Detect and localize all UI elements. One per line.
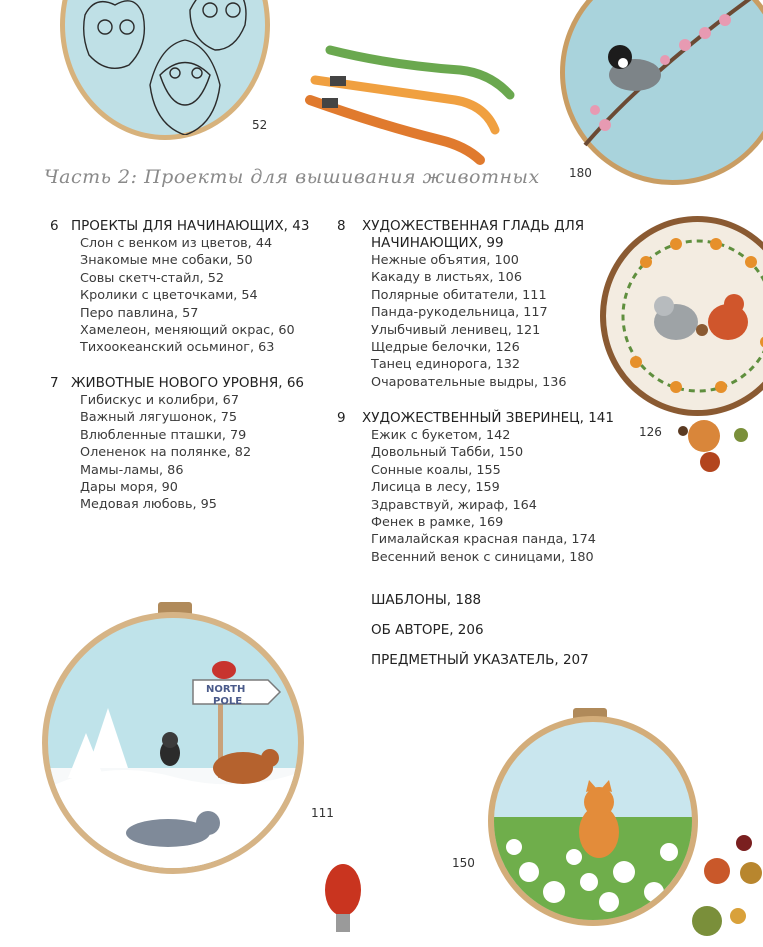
list-item: Ежик с букетом, 142 (371, 428, 511, 443)
owls-embroidery-icon (65, 0, 268, 135)
section-7-number: 7 (50, 375, 59, 391)
button-decoration (736, 835, 752, 851)
winter-embroidery-icon (48, 618, 298, 868)
list-item: Довольный Табби, 150 (371, 445, 524, 461)
button-decoration (704, 858, 730, 884)
page-label-squirrels: 126 (639, 425, 662, 439)
list-item: Тихоокеанский осьминог, 63 (80, 340, 275, 356)
section-9-list (371, 427, 596, 566)
list-item: Медовая любовь, 95 (80, 497, 217, 513)
section-6-number: 6 (50, 218, 59, 234)
section-6-list (80, 235, 295, 357)
list-item: Слон с венком из цветов, 44 (80, 236, 273, 251)
chickadee-hoop-image (560, 0, 763, 185)
embroidery-floss-icon (300, 40, 520, 170)
cat-hoop-image (488, 716, 698, 926)
section-7-list (80, 392, 251, 514)
list-item: Лисица в лесу, 159 (371, 480, 500, 496)
list-item: Гималайская красная панда, 174 (371, 532, 596, 548)
list-item: Нежные объятия, 100 (371, 253, 519, 268)
list-item: Влюбленные пташки, 79 (80, 427, 247, 443)
section-9-title: ХУДОЖЕСТВЕННЫЙ ЗВЕРИНЕЦ, 141 (362, 410, 614, 426)
list-item: Важный лягушонок, 75 (80, 410, 238, 426)
button-decoration (688, 420, 720, 452)
list-item: Щедрые белочки, 126 (371, 340, 520, 356)
section-8-title (362, 218, 584, 252)
list-item: Перо павлина, 57 (80, 305, 199, 321)
page-label-cat: 150 (452, 856, 475, 870)
list-item: Гибискус и колибри, 67 (80, 393, 239, 408)
list-item: Панда-рукодельница, 117 (371, 305, 548, 321)
sign-text-pole: POLE (213, 696, 243, 707)
owls-hoop-image (60, 0, 270, 140)
list-item: Полярные обитатели, 111 (371, 287, 547, 303)
back-matter-index: ПРЕДМЕТНЫЙ УКАЗАТЕЛЬ, 207 (371, 652, 589, 668)
list-item: Весенний венок с синицами, 180 (371, 549, 594, 565)
section-9-number: 9 (337, 410, 346, 426)
cat-embroidery-icon (494, 722, 692, 920)
list-item: Улыбчивый ленивец, 121 (371, 322, 541, 338)
list-item: Какаду в листьях, 106 (371, 270, 522, 286)
squirrels-embroidery-icon (606, 222, 763, 410)
list-item: Танец единорога, 132 (371, 357, 520, 373)
list-item: Фенек в рамке, 169 (371, 515, 504, 531)
button-decoration (692, 906, 722, 936)
back-matter-about-author: ОБ АВТОРЕ, 206 (371, 622, 484, 638)
winter-hoop-image (42, 612, 304, 874)
button-decoration (740, 862, 762, 884)
button-decoration (734, 428, 748, 442)
squirrels-hoop-image (600, 216, 763, 416)
section-8-title-line2: НАЧИНАЮЩИХ, 99 (371, 235, 504, 251)
list-item: Сонные коалы, 155 (371, 462, 501, 478)
back-matter-templates: ШАБЛОНЫ, 188 (371, 592, 482, 608)
list-item: Дары моря, 90 (80, 480, 178, 496)
section-6-title: ПРОЕКТЫ ДЛЯ НАЧИНАЮЩИХ, 43 (71, 218, 310, 234)
list-item: Совы скетч-стайл, 52 (80, 270, 224, 286)
light-bulb-icon (318, 862, 368, 942)
section-8-number: 8 (337, 218, 346, 234)
page-label-winter: 111 (311, 806, 334, 820)
section-8-title-line1: ХУДОЖЕСТВЕННАЯ ГЛАДЬ ДЛЯ (362, 218, 585, 234)
list-item: Кролики с цветочками, 54 (80, 288, 258, 304)
button-decoration (730, 908, 746, 924)
page-label-owls: 52 (252, 118, 268, 132)
list-item: Очаровательные выдры, 136 (371, 374, 567, 390)
button-decoration (700, 452, 720, 472)
section-7-title: ЖИВОТНЫЕ НОВОГО УРОВНЯ, 66 (71, 375, 305, 391)
list-item: Хамелеон, меняющий окрас, 60 (80, 323, 295, 339)
page-label-chickadee: 180 (569, 166, 592, 180)
list-item: Мамы-ламы, 86 (80, 462, 184, 478)
list-item: Знакомые мне собаки, 50 (80, 253, 253, 269)
list-item: Олененок на полянке, 82 (80, 445, 252, 461)
sign-text-north: NORTH (206, 684, 246, 695)
part-title: Часть 2: Проекты для вышивания животных (44, 166, 540, 188)
chickadee-embroidery-icon (565, 0, 763, 180)
list-item: Здравствуй, жираф, 164 (371, 497, 537, 513)
button-decoration (678, 426, 688, 436)
section-8-list (371, 252, 567, 391)
